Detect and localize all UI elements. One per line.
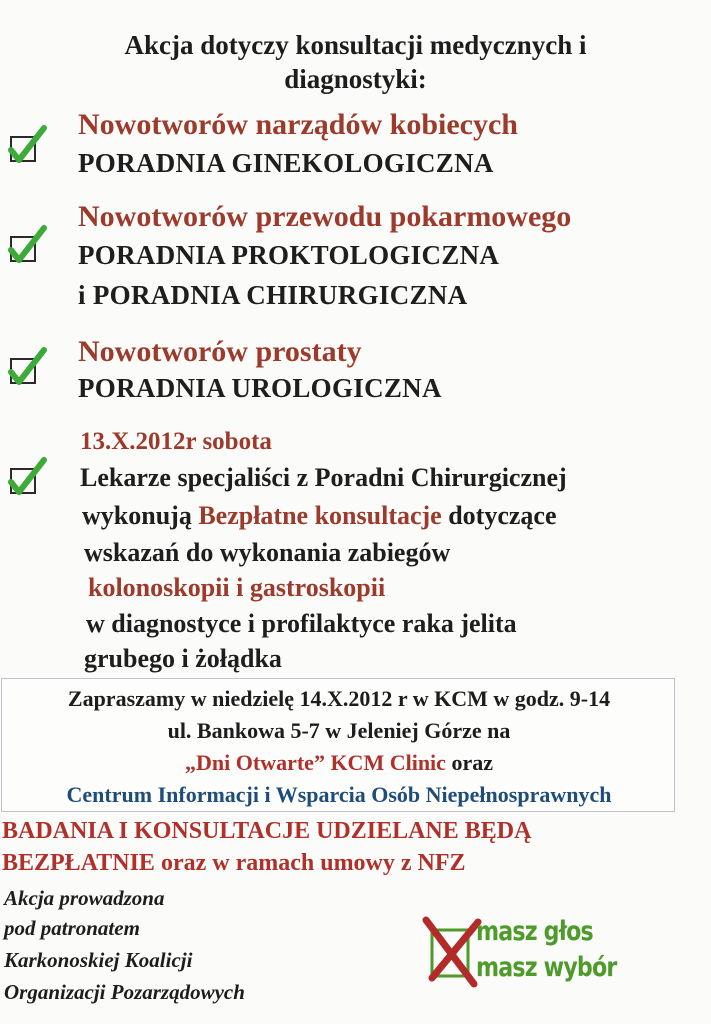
item-3-clinic: PORADNIA UROLOGICZNA <box>78 373 442 403</box>
masz-glos-logo <box>420 910 625 995</box>
event-procedures: kolonoskopii i gastroskopii <box>88 573 386 602</box>
event-line-2-c: dotyczące <box>441 501 557 530</box>
checkbox-checked-icon <box>4 124 38 168</box>
page-title <box>0 28 711 96</box>
event-line-6: grubego i żołądka <box>84 644 282 673</box>
item-1-heading: Nowotworów narządów kobiecych <box>78 108 518 141</box>
item-1-clinic: PORADNIA GINEKOLOGICZNA <box>78 148 494 178</box>
event-line-2-a: wykonują <box>82 501 199 530</box>
invite-line-3 <box>2 750 676 776</box>
patronage-line-1: Akcja prowadzona <box>4 886 165 910</box>
item-2-clinic-2: i PORADNIA CHIRURGICZNA <box>78 280 468 310</box>
checkbox-checked-icon <box>4 346 38 390</box>
logo-line-1: masz głos <box>476 916 593 947</box>
title-line-2: diagnostyki: <box>284 64 427 94</box>
invite-line-4: Centrum Informacji i Wsparcia Osób Niepełnosprawnych <box>66 782 612 807</box>
item-2-heading: Nowotworów przewodu pokarmowego <box>78 200 572 233</box>
notice-line-1: BADANIA I KONSULTACJE UDZIELANE BĘDĄ <box>2 818 532 844</box>
patronage-line-3: Karkonoskiej Koalicji <box>4 948 193 972</box>
event-line-5: w diagnostyce i profilaktyce raka jelita <box>86 609 517 638</box>
item-3-heading: Nowotworów prostaty <box>78 335 362 368</box>
event-line-1: Lekarze specjaliści z Poradni Chirurgicznej <box>80 463 567 492</box>
notice-free: BEZPŁATNIE <box>2 850 155 876</box>
ballot-x-icon <box>422 912 482 992</box>
title-line-1: Akcja dotyczy konsultacji medycznych i <box>124 30 587 60</box>
item-2-clinic-1: PORADNIA PROKTOLOGICZNA <box>78 240 500 270</box>
patronage-line-4: Organizacji Pozarządowych <box>4 980 245 1004</box>
checkbox-checked-icon <box>4 224 38 268</box>
logo-line-2: masz wybór <box>476 952 617 983</box>
invite-line-3-b: oraz <box>445 750 493 775</box>
event-line-3: wskazań do wykonania zabiegów <box>84 538 451 567</box>
event-free-consult: Bezpłatne konsultacje <box>198 501 442 530</box>
invitation-box <box>1 678 675 812</box>
notice-line-2 <box>2 850 466 877</box>
checkbox-checked-icon <box>4 456 38 500</box>
open-days-label: „Dni Otwarte” KCM Clinic <box>185 750 446 775</box>
invite-line-2: ul. Bankowa 5-7 w Jeleniej Górze na <box>167 718 511 743</box>
notice-nfz: oraz w ramach umowy z NFZ <box>154 850 466 876</box>
event-date: 13.X.2012r sobota <box>80 428 272 455</box>
event-line-2 <box>82 501 557 531</box>
invite-line-1: Zapraszamy w niedzielę 14.X.2012 r w KCM w godz. 9-14 <box>67 686 611 711</box>
patronage-line-2: pod patronatem <box>4 916 140 940</box>
